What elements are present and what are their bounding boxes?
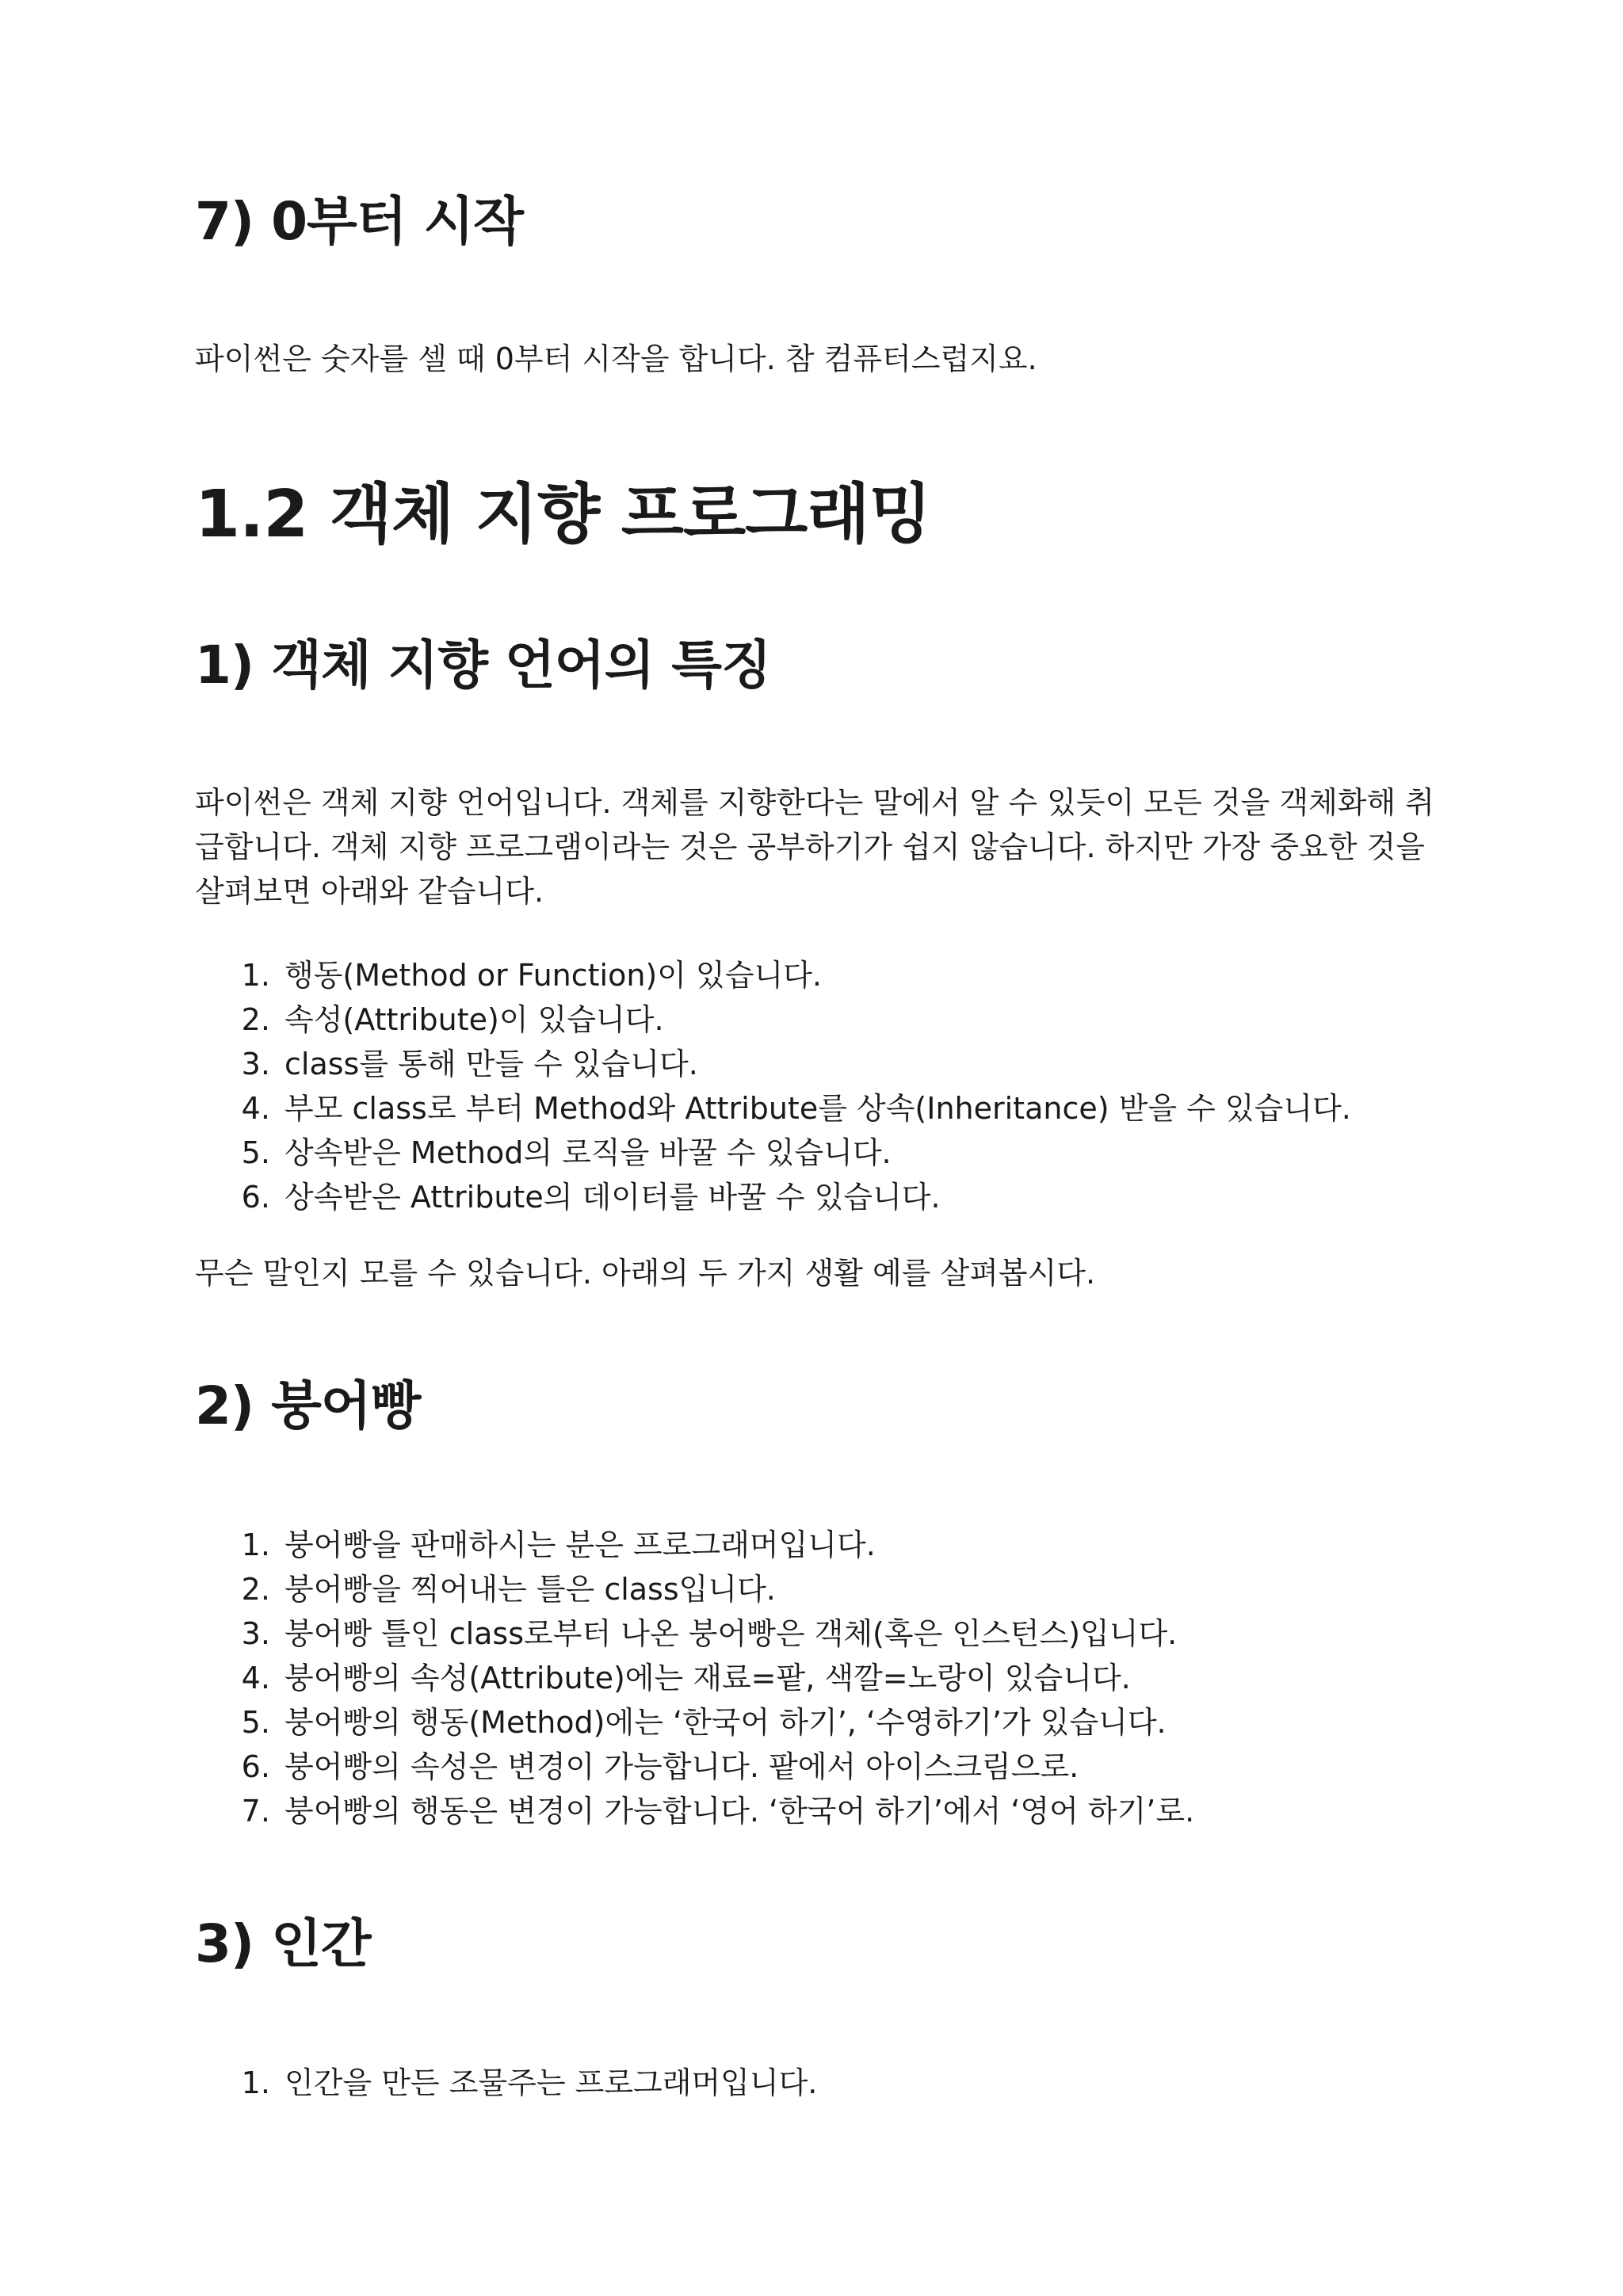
list-item: 4. 붕어빵의 속성(Attribute)에는 재료=팥, 색깔=노랑이 있습니다. bbox=[280, 1656, 1447, 1700]
chapter-heading-oop: 1.2 객체 지향 프로그래밍 bbox=[195, 477, 931, 553]
document-page bbox=[195, 0, 1447, 2105]
list-item: 5. 붕어빵의 행동(Method)에는 ‘한국어 하기’, ‘수영하기’가 있습니다. bbox=[280, 1700, 1447, 1745]
section-heading-zero-index: 7) 0부터 시작 bbox=[195, 191, 523, 252]
list-item: 1. 행동(Method or Function)이 있습니다. bbox=[280, 953, 1447, 997]
list-item: 5. 상속받은 Method의 로직을 바꿀 수 있습니다. bbox=[280, 1131, 1447, 1175]
section-heading-oop-features: 1) 객체 지향 언어의 특징 bbox=[195, 634, 771, 696]
list-item: 2. 붕어빵을 찍어내는 틀은 class입니다. bbox=[280, 1567, 1447, 1611]
ordered-list-oop-features bbox=[195, 953, 1447, 1219]
list-item: 7. 붕어빵의 행동은 변경이 가능합니다. ‘한국어 하기’에서 ‘영어 하기’로. bbox=[280, 1789, 1447, 1833]
paragraph-oop-features: 파이썬은 객체 지향 언어입니다. 객체를 지향한다는 말에서 알 수 있듯이 모든 것을 객체화해 취급합니다. 객체 지향 프로그램이라는 것은 공부하기가 쉽지 않습니다. 하지만 가장 중요한 것을 살펴보면 아래와 같습니다. bbox=[195, 784, 1435, 909]
section-heading-bungeoppang: 2) 붕어빵 bbox=[195, 1375, 421, 1436]
list-item: 1. 인간을 만든 조물주는 프로그래머입니다. bbox=[280, 2061, 1447, 2105]
list-item: 3. 붕어빵 틀인 class로부터 나온 붕어빵은 객체(혹은 인스턴스)입니다. bbox=[280, 1611, 1447, 1656]
section-heading-human: 3) 인간 bbox=[195, 1913, 371, 1974]
ordered-list-human bbox=[195, 2061, 1447, 2105]
list-item: 3. class를 통해 만들 수 있습니다. bbox=[280, 1042, 1447, 1086]
paragraph-zero-index: 파이썬은 숫자를 셀 때 0부터 시작을 합니다. 참 컴퓨터스럽지요. bbox=[195, 341, 1037, 377]
list-item: 2. 속성(Attribute)이 있습니다. bbox=[280, 997, 1447, 1042]
paragraph-examples-intro: 무슨 말인지 모를 수 있습니다. 아래의 두 가지 생활 예를 살펴봅시다. bbox=[195, 1255, 1096, 1291]
list-item: 4. 부모 class로 부터 Method와 Attribute를 상속(Inheritance) 받을 수 있습니다. bbox=[280, 1086, 1447, 1131]
ordered-list-bungeoppang bbox=[195, 1523, 1447, 1833]
list-item: 1. 붕어빵을 판매하시는 분은 프로그래머입니다. bbox=[280, 1523, 1447, 1567]
list-item: 6. 붕어빵의 속성은 변경이 가능합니다. 팥에서 아이스크림으로. bbox=[280, 1745, 1447, 1789]
list-item: 6. 상속받은 Attribute의 데이터를 바꿀 수 있습니다. bbox=[280, 1175, 1447, 1219]
